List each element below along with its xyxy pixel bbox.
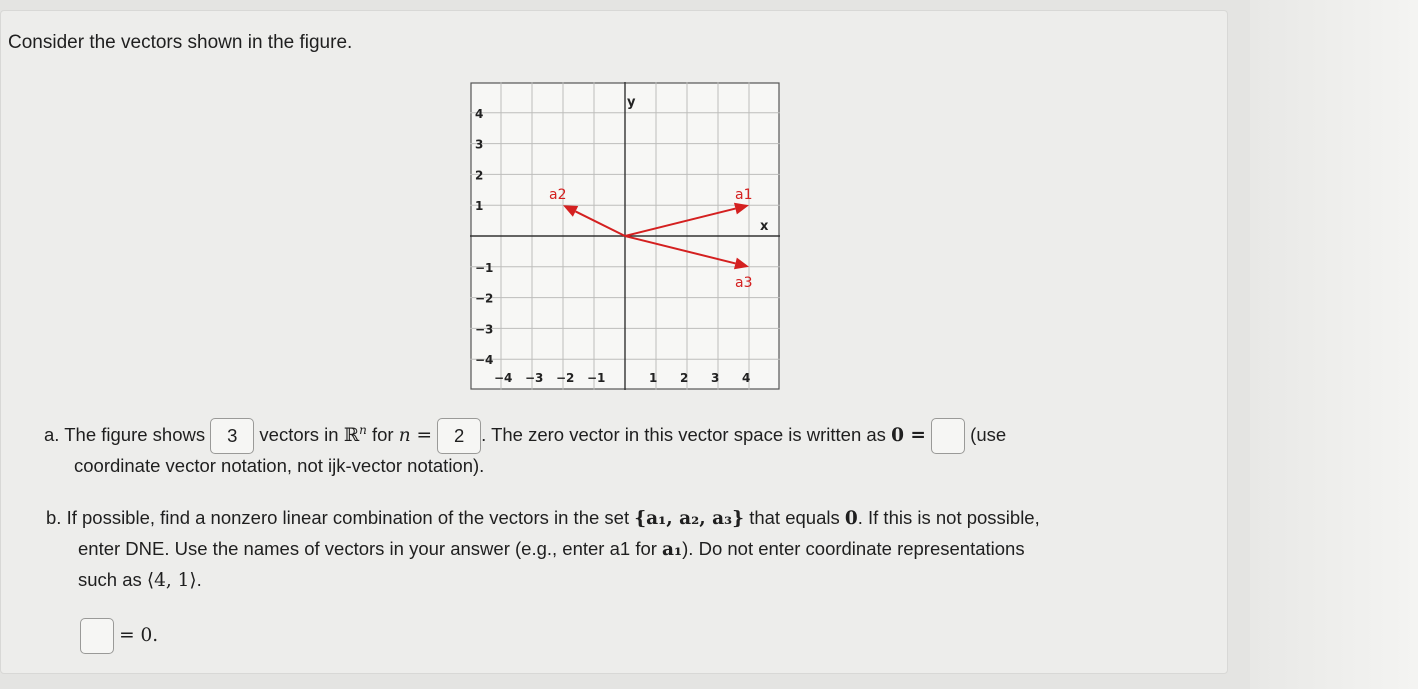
y-tick-label: 3 xyxy=(475,137,484,152)
question-intro: Consider the vectors shown in the figure. xyxy=(8,32,353,53)
part-a-letter: a. xyxy=(44,424,60,446)
vector-figure xyxy=(470,82,780,390)
vector-a3-label: a3 xyxy=(735,274,753,291)
part-a-text4: . The zero vector in this vector space is written as xyxy=(481,424,886,446)
example-vector: ⟨4, 1⟩ xyxy=(146,570,197,591)
vector-count-answer[interactable]: 3 xyxy=(210,418,254,454)
vector-a2-label: a2 xyxy=(549,187,567,204)
part-a-text1: The figure shows xyxy=(64,424,206,446)
x-tick-label: −1 xyxy=(587,371,606,385)
part-b-text1: If possible, find a nonzero linear combination of the vectors in the set xyxy=(66,507,630,528)
dimension-answer[interactable]: 2 xyxy=(437,418,481,454)
part-b-text4: enter DNE. Use the names of vectors in your answer (e.g., enter a1 for xyxy=(78,538,657,559)
x-tick-label: 2 xyxy=(680,371,689,385)
equals-zero: = 0. xyxy=(119,624,159,646)
y-tick-label: −4 xyxy=(475,353,494,368)
zero-vector: 0 xyxy=(844,508,858,529)
x-tick-label: 4 xyxy=(742,371,751,385)
combination-row xyxy=(80,618,158,654)
y-tick-label: −3 xyxy=(475,322,494,337)
part-a xyxy=(44,414,1006,454)
x-tick-label: 1 xyxy=(649,371,658,385)
vector-graph xyxy=(470,82,780,390)
part-a-text5: (use xyxy=(970,424,1007,446)
x-tick-label: −2 xyxy=(556,371,575,385)
y-tick-label: 4 xyxy=(475,106,484,121)
zero-vector-equals: 0 = xyxy=(891,425,926,447)
n-equals: n = xyxy=(398,425,432,447)
part-b-letter: b. xyxy=(46,507,62,528)
part-a-text3: for xyxy=(371,424,394,446)
x-axis-label: x xyxy=(760,219,769,234)
vector-a1-label: a1 xyxy=(735,187,753,204)
x-tick-label: −3 xyxy=(525,371,544,385)
y-tick-label: 2 xyxy=(475,168,484,183)
a1-symbol: a₁ xyxy=(662,539,683,560)
vector-set: {a₁, a₂, a₃} xyxy=(634,508,745,529)
x-tick-label: −4 xyxy=(494,371,513,385)
y-tick-label: −2 xyxy=(475,291,494,306)
part-b-text3: . If this is not possible, xyxy=(857,507,1040,528)
part-b-line3 xyxy=(78,564,202,597)
y-axis-label: y xyxy=(627,95,636,110)
part-a-line2: coordinate vector notation, not ijk-vector notation). xyxy=(74,455,485,476)
part-a-text2: vectors in xyxy=(259,424,339,446)
part-b-text6: such as xyxy=(78,569,142,590)
part-b-text2: that equals xyxy=(749,507,840,528)
y-tick-label: −1 xyxy=(475,260,494,275)
part-b-text5: ). Do not enter coordinate representations xyxy=(682,538,1025,559)
x-tick-label: 3 xyxy=(711,371,720,385)
linear-combination-answer[interactable] xyxy=(80,618,114,654)
part-b-line2 xyxy=(78,533,1025,566)
space-symbol: ℝ xyxy=(343,425,360,447)
part-b-line1 xyxy=(46,502,1040,535)
space-superscript: n xyxy=(359,423,367,437)
y-tick-label: 1 xyxy=(475,199,484,214)
zero-vector-answer[interactable] xyxy=(931,418,965,454)
part-b-text7: . xyxy=(196,569,202,590)
background-edge xyxy=(1250,0,1418,689)
